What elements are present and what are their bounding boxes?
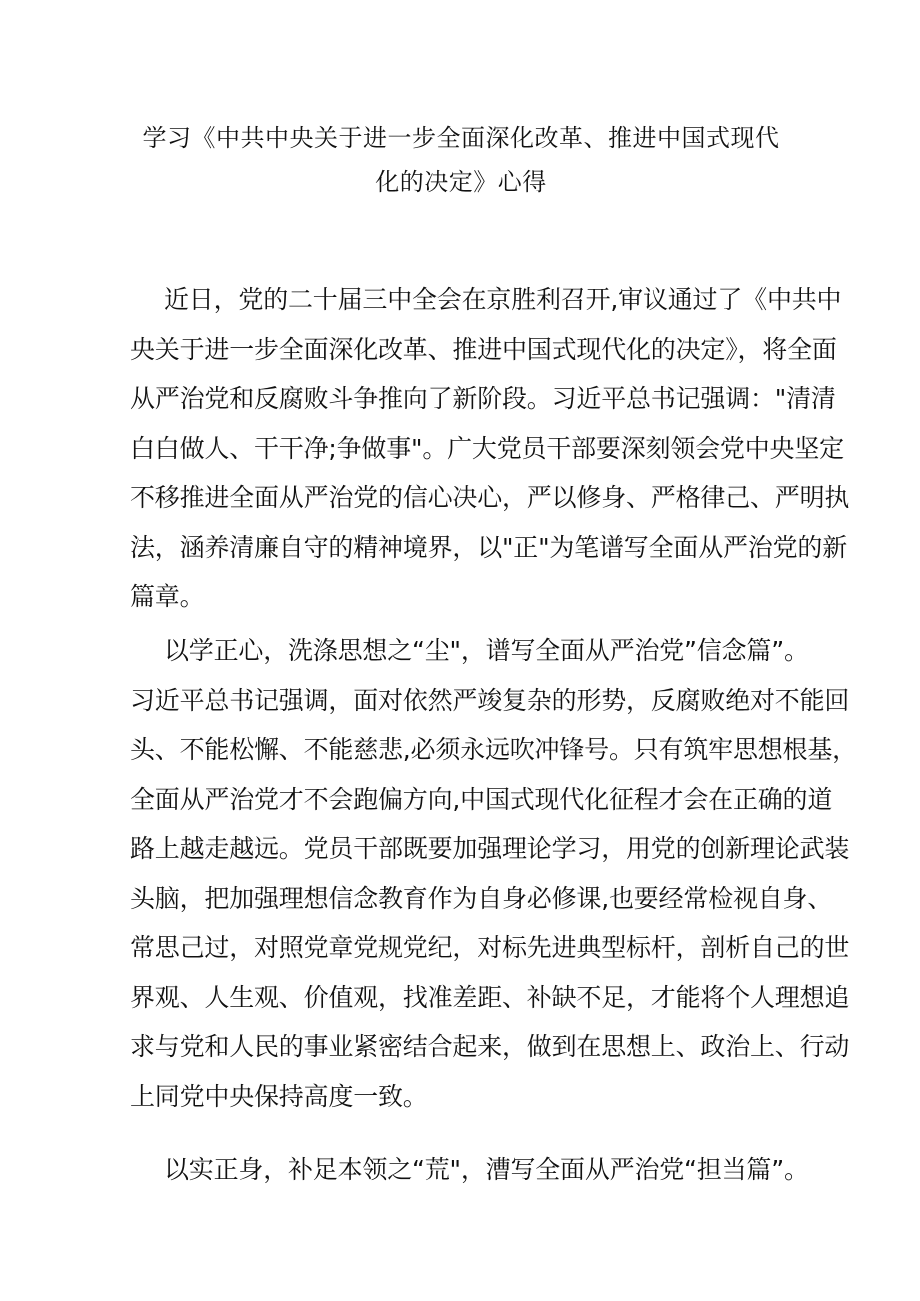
paragraph-line: 法，涵养清廉自守的精神境界，以"正"为笔谱写全面从严治党的新 [130, 532, 848, 562]
paragraph-line: 近日，党的二十届三中全会在京胜利召开,审议通过了《中共中 [164, 285, 842, 314]
paragraph-line: 习近平总书记强调，面对依然严竣复杂的形势，反腐败绝对不能回 [130, 685, 850, 715]
paragraph-line: 篇章。 [130, 582, 205, 611]
paragraph-line: 以实正身，补足本领之“荒"，漕写全面从严治党“担当篇”。 [164, 1155, 809, 1184]
paragraph-line: 头脑，把加强理想信念教育作为自身必修课,也要经常检视自身、 [130, 883, 833, 913]
document-title [130, 116, 792, 204]
paragraph-line: 常思己过，对照党章党规党纪，对标先进典型标杆，剖析自己的世 [130, 933, 850, 962]
paragraph-line: 从严治党和反腐败斗争推向了新阶段。习近平总书记强调："清清 [130, 384, 836, 413]
paragraph-line: 央关于进一步全面深化改革、推进中国式现代化的决定》，将全面 [130, 334, 837, 364]
paragraph-responsibility [130, 1145, 810, 1195]
paragraph-line: 界观、人生观、价值观，找准差距、补缺不足，才能将个人理想追 [130, 982, 850, 1012]
paragraph-intro [130, 275, 850, 622]
paragraph-line: 不移推进全面从严治党的信心决心，严以修身、严格律己、严明执 [130, 483, 850, 512]
paragraph-line: 白白做人、干干净;争做事"。广大党员干部要深刻领会党中央坚定 [130, 433, 844, 463]
paragraph-line: 路上越走越远。党员干部既要加强理论学习，用党的创新理论武装 [130, 834, 850, 863]
paragraph-line: 求与党和人民的事业紧密结合起来，做到在思想上、政治上、行动 [130, 1032, 850, 1061]
paragraph-line: 头、不能松懈、不能慈悲,必须永远吹冲锋号。只有筑牢思想根基， [130, 735, 857, 764]
title-line: 学习《中共中央关于进一步全面深化改革、推进中国式现代 [142, 124, 780, 152]
paragraph-belief [130, 626, 857, 1121]
paragraph-line: 上同党中央保持高度一致。 [130, 1081, 428, 1111]
paragraph-line: 全面从严治党才不会跑偏方向,中国式现代化征程才会在正确的道 [130, 784, 833, 814]
paragraph-line: 以学正心，洗涤思想之“尘"，谱写全面从严治党”信念篇”。 [164, 636, 809, 665]
title-line: 化的决定》心得 [375, 168, 547, 196]
